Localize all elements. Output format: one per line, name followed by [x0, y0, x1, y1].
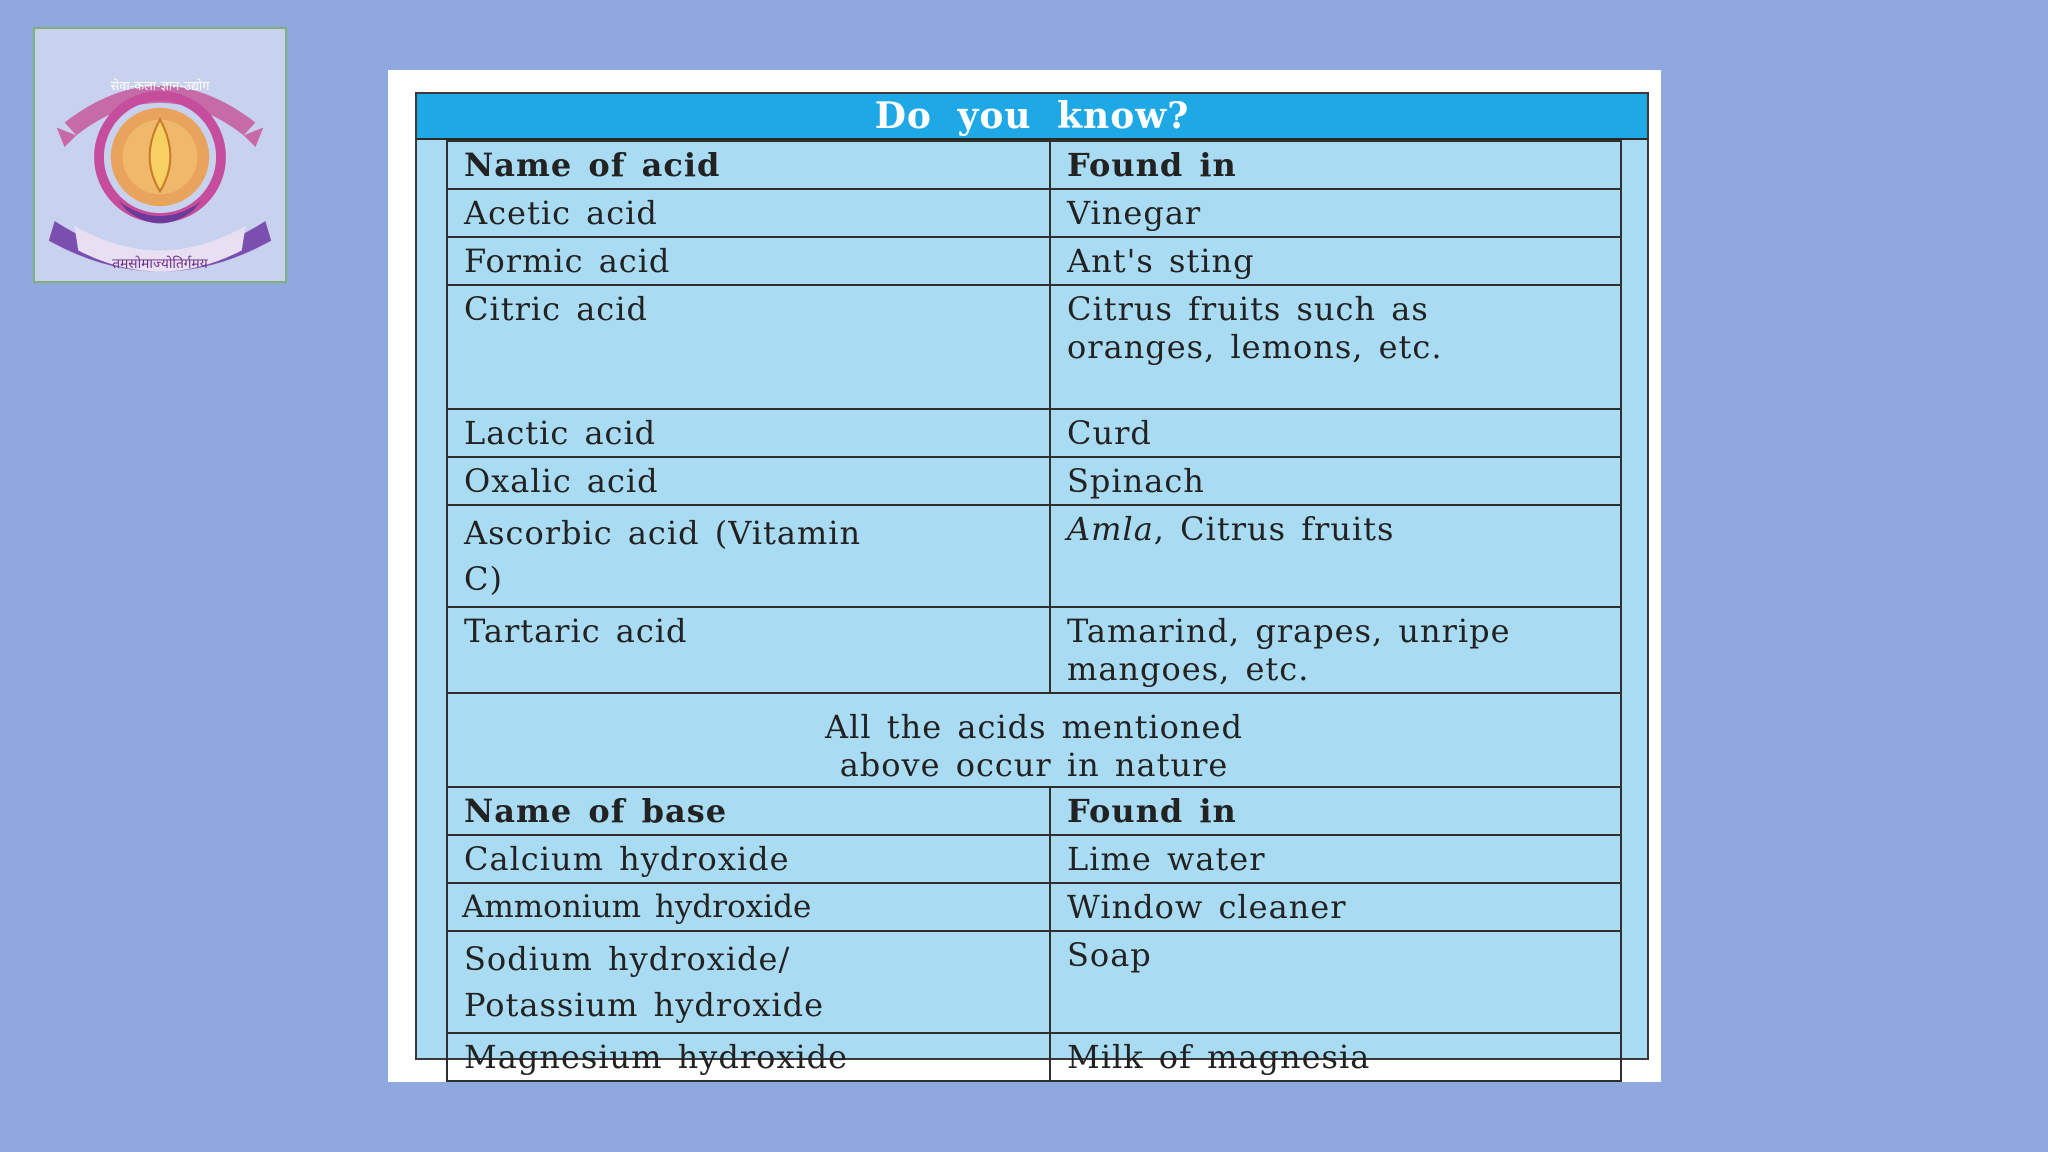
base-name-cell: Magnesium hydroxide [447, 1033, 1050, 1081]
table-row [447, 931, 1621, 1033]
logo-motto-text: सेवा-कला-ज्ञान-उद्योग [110, 79, 210, 95]
table-row [447, 237, 1621, 285]
found-in-cell: Citrus fruits such as oranges, lemons, etc. [1050, 285, 1621, 409]
found-in-cell: Vinegar [1050, 189, 1621, 237]
table-row [447, 1033, 1621, 1081]
content-card [388, 70, 1661, 1082]
base-name-cell: Ammonium hydroxide [447, 883, 1050, 931]
header-cell: Found in [1050, 787, 1621, 835]
note-line-1: All the acids mentioned [825, 708, 1243, 746]
acid-name-cell: Formic acid [447, 237, 1050, 285]
found-in-italic-text: Amla [1067, 510, 1154, 548]
found-in-cell: Soap [1050, 931, 1621, 1033]
table-row [447, 285, 1621, 409]
do-you-know-box [415, 92, 1649, 1076]
header-cell: Found in [1050, 141, 1621, 189]
acid-name-cell: Tartaric acid [447, 607, 1050, 693]
base-name-cell: Calcium hydroxide [447, 835, 1050, 883]
header-cell: Name of base [447, 787, 1050, 835]
found-in-cell: Ant's sting [1050, 237, 1621, 285]
acids-bases-table [446, 140, 1622, 1082]
logo-bottom-text: तमसोमाज्योतिर्गमय [112, 256, 208, 273]
found-in-cell: Milk of magnesia [1050, 1033, 1621, 1081]
acid-name-cell: Ascorbic acid (Vitamin C) [447, 505, 1050, 607]
table-row [447, 505, 1621, 607]
acid-name-cell: Citric acid [447, 285, 1050, 409]
note-cell [447, 693, 1621, 787]
found-in-cell: Tamarind, grapes, unripe mangoes, etc. [1050, 607, 1621, 693]
table-row [447, 835, 1621, 883]
school-logo [33, 27, 287, 283]
table-header-row [447, 787, 1621, 835]
table-row [447, 607, 1621, 693]
table-row [447, 189, 1621, 237]
table-row [447, 457, 1621, 505]
found-in-cell: Lime water [1050, 835, 1621, 883]
found-in-cell: Window cleaner [1050, 883, 1621, 931]
header-cell: Name of acid [447, 141, 1050, 189]
found-in-cell: Spinach [1050, 457, 1621, 505]
base-name-cell: Sodium hydroxide/ Potassium hydroxide [447, 931, 1050, 1033]
found-in-cell: Curd [1050, 409, 1621, 457]
table-row [447, 883, 1621, 931]
table-note-row [447, 693, 1621, 787]
table-row [447, 409, 1621, 457]
found-in-cell [1050, 505, 1621, 607]
acid-name-cell: Oxalic acid [447, 457, 1050, 505]
box-title: Do you know? [417, 94, 1647, 140]
school-emblem-icon [35, 29, 285, 281]
found-in-text: , Citrus fruits [1153, 510, 1395, 548]
acid-name-cell: Acetic acid [447, 189, 1050, 237]
acid-name-cell: Lactic acid [447, 409, 1050, 457]
table-header-row [447, 141, 1621, 189]
note-line-2: above occur in nature [839, 746, 1229, 784]
